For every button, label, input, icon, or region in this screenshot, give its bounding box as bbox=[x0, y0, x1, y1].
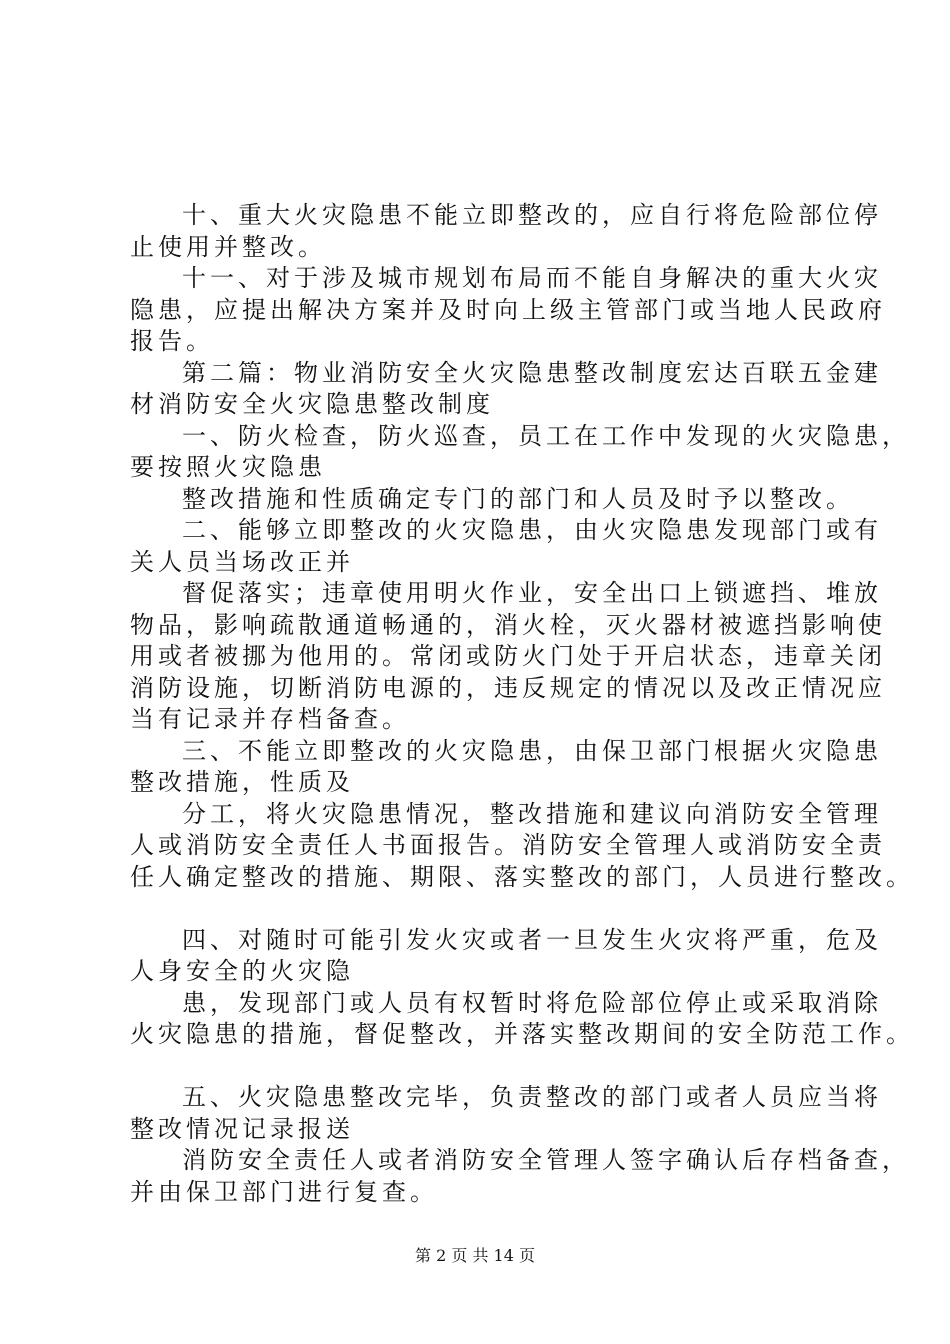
text-line: 督促落实；违章使用明火作业，安全出口上锁遮挡、堆放 bbox=[182, 579, 882, 607]
text-line: 材消防安全火灾隐患整改制度 bbox=[130, 390, 494, 418]
text-line: 要按照火灾隐患 bbox=[130, 453, 326, 481]
text-line: 十、重大火灾隐患不能立即整改的，应自行将危险部位停 bbox=[182, 201, 882, 229]
paragraph-gap bbox=[130, 893, 840, 925]
text-line: 人身安全的火灾隐 bbox=[130, 957, 354, 985]
text-line: 五、火灾隐患整改完毕，负责整改的部门或者人员应当将 bbox=[182, 1083, 882, 1111]
text-line: 火灾隐患的措施，督促整改，并落实整改期间的安全防范工作。 bbox=[130, 1020, 914, 1048]
text-line: 任人确定整改的措施、期限、落实整改的部门，人员进行整改。 bbox=[130, 862, 914, 891]
text-line: 报告。 bbox=[130, 327, 214, 355]
text-line: 止使用并整改。 bbox=[130, 232, 326, 261]
text-line: 四、对随时可能引发火灾或者一旦发生火灾将严重，危及 bbox=[182, 925, 882, 954]
text-line: 当有记录并存档备查。 bbox=[130, 705, 410, 733]
paragraph-gap bbox=[130, 1051, 840, 1083]
text-line: 整改措施和性质确定专门的部门和人员及时予以整改。 bbox=[182, 484, 854, 513]
text-line: 消防安全责任人或者消防安全管理人签字确认后存档备查， bbox=[182, 1146, 910, 1174]
text-line: 分工，将火灾隐患情况，整改措施和建议向消防安全管理 bbox=[182, 799, 882, 828]
text-line: 整改情况记录报送 bbox=[130, 1114, 354, 1143]
text-line: 十一、对于涉及城市规划布局而不能自身解决的重大火灾 bbox=[182, 264, 882, 292]
text-line: 整改措施，性质及 bbox=[130, 768, 354, 796]
text-line: 用或者被挪为他用的。常闭或防火门处于开启状态，违章关闭 bbox=[130, 642, 886, 670]
text-line: 三、不能立即整改的火灾隐患，由保卫部门根据火灾隐患 bbox=[182, 736, 882, 765]
text-line: 一、防火检查，防火巡查，员工在工作中发现的火灾隐患， bbox=[182, 421, 910, 450]
text-line: 第二篇：物业消防安全火灾隐患整改制度宏达百联五金建 bbox=[182, 358, 882, 387]
text-line: 并由保卫部门进行复查。 bbox=[130, 1177, 438, 1206]
page-footer: 第 2 页 共 14 页 bbox=[415, 1246, 535, 1265]
text-line: 人或消防安全责任人书面报告。消防安全管理人或消防安全责 bbox=[130, 831, 886, 859]
text-line: 二、能够立即整改的火灾隐患，由火灾隐患发现部门或有 bbox=[182, 516, 882, 544]
text-line: 关人员当场改正并 bbox=[130, 547, 354, 576]
text-line: 物品，影响疏散通道畅通的，消火栓，灭火器材被遮挡影响使 bbox=[130, 610, 886, 639]
text-line: 患，发现部门或人员有权暂时将危险部位停止或采取消除 bbox=[182, 988, 882, 1017]
text-line: 消防设施，切断消防电源的，违反规定的情况以及改正情况应 bbox=[130, 673, 886, 702]
text-line: 隐患，应提出解决方案并及时向上级主管部门或当地人民政府 bbox=[130, 295, 886, 324]
document-body bbox=[130, 200, 914, 1208]
